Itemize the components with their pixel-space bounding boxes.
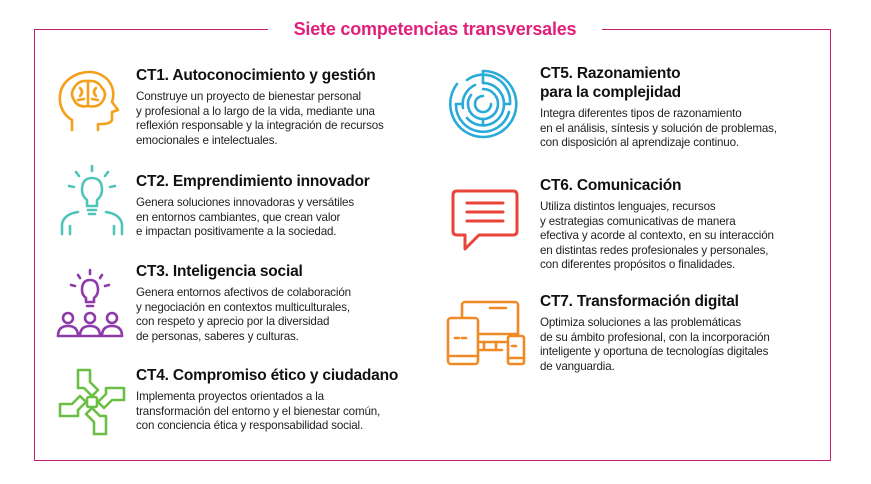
competency-heading: CT3. Inteligencia social bbox=[136, 263, 303, 280]
competency-heading: CT6. Comunicación bbox=[540, 177, 682, 194]
competency-description: Implementa proyectos orientados a la transformación del entorno y el bienestar común, con conciencia ética y responsabilidad social. bbox=[136, 390, 381, 433]
competency-heading: CT7. Transformación digital bbox=[540, 293, 739, 310]
competency-heading: CT4. Compromiso ético y ciudadano bbox=[136, 367, 399, 384]
competency-description: Optimiza soluciones a las problemáticas de su ámbito profesional, con la incorporación inteligente y oportuna de tecnologías digitales de vanguardia. bbox=[540, 316, 770, 373]
competency-heading: CT2. Emprendimiento innovador bbox=[136, 173, 370, 190]
page-title: Siete competencias transversales bbox=[268, 16, 602, 42]
group-idea-icon bbox=[54, 268, 126, 340]
joined-hands-icon bbox=[56, 366, 128, 438]
competency-description: Construye un proyecto de bienestar personal y profesional a lo largo de la vida, mediante una reflexión responsable y la integración de recursos emocionales e intelectuales. bbox=[136, 90, 384, 147]
maze-icon bbox=[447, 68, 519, 140]
competency-description: Utiliza distintos lenguajes, recursos y estrategias comunicativas de manera efectiva y acorde al contexto, en su interacción en distintas redes profesionales y personales, con diferentes propósitos o finalidades. bbox=[540, 200, 774, 272]
competency-description: Genera entornos afectivos de colaboración y negociación en contextos multiculturales, con respeto y aprecio por la diversidad de personas, saberes y culturas. bbox=[136, 286, 351, 343]
head-brain-icon bbox=[52, 66, 124, 138]
devices-icon bbox=[444, 296, 528, 368]
speech-bubble-icon bbox=[449, 185, 521, 257]
competency-heading: CT5. Razonamiento para la complejidad bbox=[540, 65, 681, 101]
competency-heading: CT1. Autoconocimiento y gestión bbox=[136, 67, 376, 84]
person-lightbulb-icon bbox=[56, 164, 128, 236]
competency-description: Genera soluciones innovadoras y versátiles en entornos cambiantes, que crean valor e impactan positivamente a la sociedad. bbox=[136, 196, 354, 239]
competency-description: Integra diferentes tipos de razonamiento en el análisis, síntesis y solución de problemas, con disposición al aprendizaje continuo. bbox=[540, 107, 777, 150]
